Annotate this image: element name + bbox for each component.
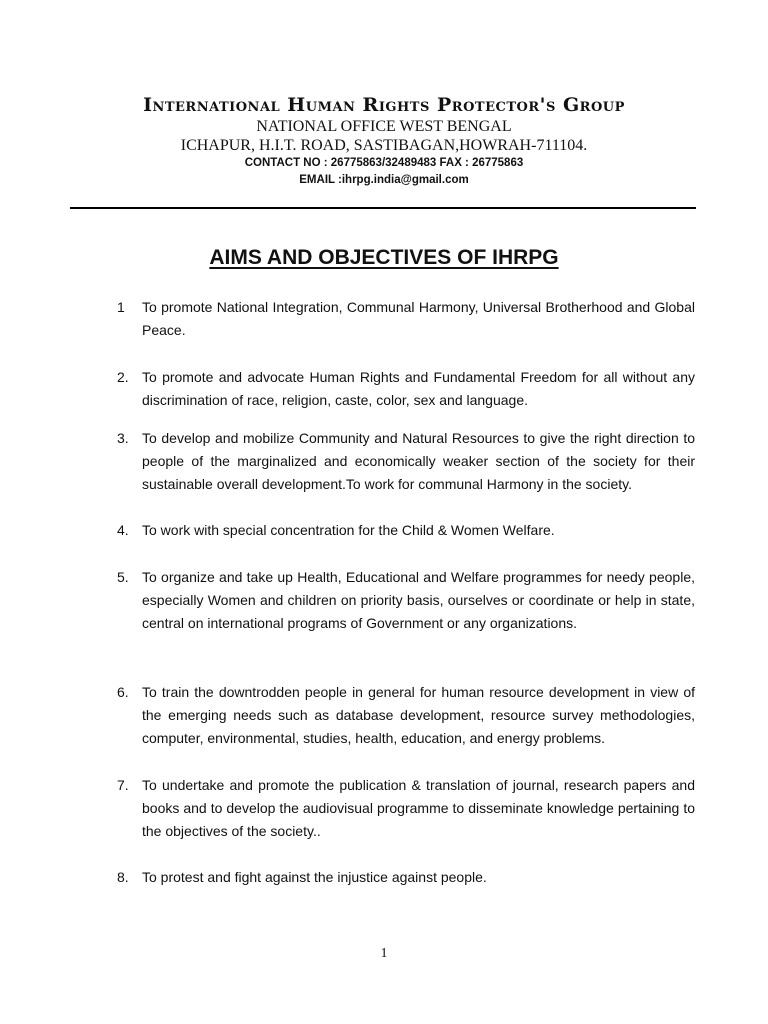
list-item-number: 1 (117, 299, 125, 315)
list-item-number: 4. (117, 522, 129, 538)
list-item (117, 519, 695, 542)
list-item-number: 7. (117, 777, 129, 793)
page-number: 1 (380, 946, 388, 961)
list-item-number: 8. (117, 869, 129, 885)
list-item-text: To protest and fight against the injustice against people. (142, 869, 487, 885)
list-item (117, 296, 695, 342)
list-item-text: To develop and mobilize Community and Natural Resources to give the right direction to people of the marginalized and economically weaker section of the society for their sustainable overall development.To work for communal Harmony in the society. (142, 430, 695, 492)
list-item (117, 427, 695, 496)
list-item-text: To promote National Integration, Communal Harmony, Universal Brotherhood and Global Peace. (142, 299, 695, 338)
list-item-text: To work with special concentration for the Child & Women Welfare. (142, 522, 555, 538)
list-item-text: To train the downtrodden people in general for human resource development in view of the emerging needs such as database development, resource survey methodologies, computer, environmental, studies, health, education, and energy problems. (142, 684, 695, 746)
header-divider (70, 207, 696, 209)
address-line: ICHAPUR, H.I.T. ROAD, SASTIBAGAN,HOWRAH-711104. (180, 137, 588, 154)
list-item-number: 3. (117, 430, 129, 446)
list-item-number: 5. (117, 569, 129, 585)
list-item-number: 2. (117, 369, 129, 385)
organization-name: International Human Rights Protector's Group (143, 94, 625, 116)
contact-line: CONTACT NO : 26775863/32489483 FAX : 26775863 (244, 157, 524, 169)
list-item (117, 681, 695, 750)
list-item (117, 866, 695, 889)
list-item-text: To organize and take up Health, Educational and Welfare programmes for needy people, especially Women and children on priority basis, ourselves or coordinate or help in state, central on international programs of Government or any organizations. (142, 569, 695, 631)
page-title: AIMS AND OBJECTIVES OF IHRPG (209, 246, 559, 269)
list-item-number: 6. (117, 684, 129, 700)
list-item (117, 566, 695, 635)
list-item (117, 774, 695, 843)
email-line: EMAIL :ihrpg.india@gmail.com (299, 174, 469, 186)
list-item-text: To undertake and promote the publication & translation of journal, research papers and books and to develop the audiovisual programme to disseminate knowledge pertaining to the objectives of the society.. (142, 777, 695, 839)
list-item-text: To promote and advocate Human Rights and Fundamental Freedom for all without any discrimination of race, religion, caste, color, sex and language. (142, 369, 695, 408)
office-line: NATIONAL OFFICE WEST BENGAL (256, 118, 512, 135)
list-item (117, 366, 695, 412)
